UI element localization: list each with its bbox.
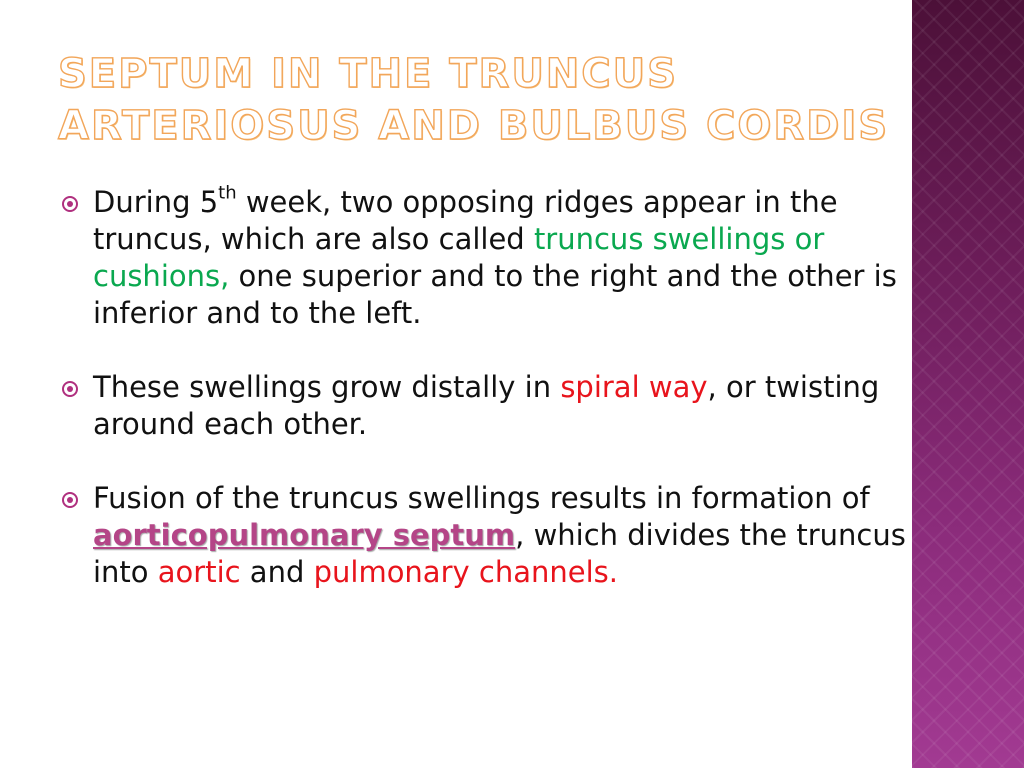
bullet-1-superscript: th [218, 182, 237, 204]
bullet-2-highlight-red: spiral way [560, 370, 708, 404]
bullet-1-highlight-green: truncus swellings or cushions, [93, 222, 825, 293]
circle-dot-bullet-icon [62, 381, 78, 397]
bullet-1-text-middle: week, two opposing ridges appear in the truncus, which are also called [93, 185, 838, 256]
bullet-3-aortic-red: aortic [157, 555, 241, 589]
decorative-side-band [912, 0, 1024, 768]
bullet-1-text-start: During 5 [93, 185, 219, 219]
slide-title: SEPTUM IN THE TRUNCUS ARTERIOSUS AND BULBUS CORDIS [58, 51, 890, 149]
bullet-item-3 [60, 480, 920, 591]
bullet-3-text-middle: , which divides the truncus into [93, 518, 906, 589]
bullet-list [60, 184, 920, 628]
bullet-2-text-end: , or twisting around each other. [93, 370, 880, 441]
circle-dot-bullet-icon [62, 492, 78, 508]
bullet-3-and: and [240, 555, 314, 589]
bullet-item-2 [60, 369, 920, 443]
side-band-pattern [912, 0, 1024, 768]
bullet-3-text-start: Fusion of the truncus swellings results in formation of [93, 481, 870, 515]
bullet-item-1 [60, 184, 920, 332]
bullet-3-pulmonary-red: pulmonary channels. [313, 555, 618, 589]
bullet-2-text-start: These swellings grow distally in [93, 370, 561, 404]
aorticopulmonary-septum-link[interactable]: aorticopulmonary septum [93, 518, 516, 552]
bullet-1-text-end: one superior and to the right and the other is inferior and to the left. [93, 259, 897, 330]
circle-dot-bullet-icon [62, 196, 78, 212]
